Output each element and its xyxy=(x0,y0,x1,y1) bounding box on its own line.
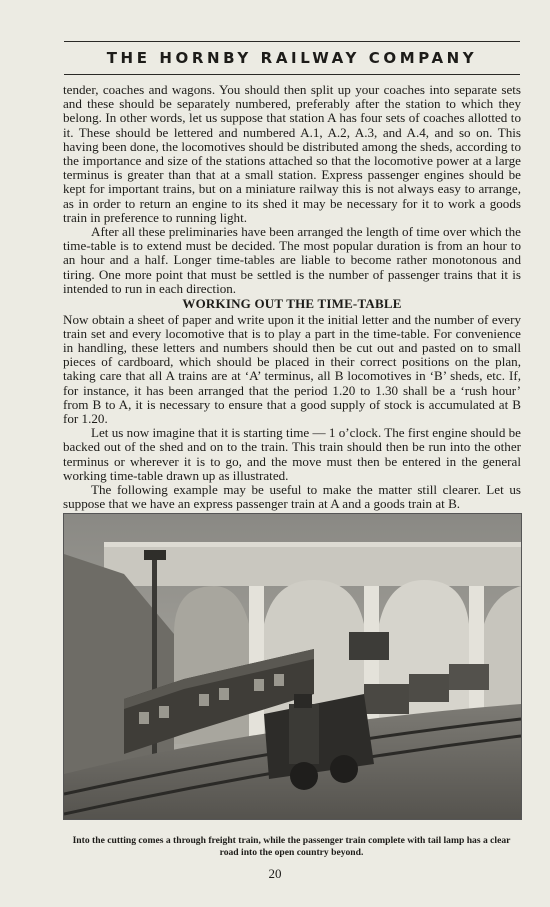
figure-caption: Into the cutting comes a through freight train, while the passenger train complete with tail lamp has a clear road into the open country beyond. xyxy=(72,835,511,858)
paragraph: The following example may be useful to make the matter still clearer. Let us suppose that we have an express passenger train at A and a goods train at B. xyxy=(63,481,521,512)
paragraph: Let us now imagine that it is starting time — 1 o’clock. The first engine should be backed out of the shed and on to the train. This train should then be run into the other terminus or wherever it is to go, and the move must then be entered in the general working time-table drawn up as illustrated. xyxy=(63,425,521,483)
paragraph: tender, coaches and wagons. You should then split up your coaches into separate sets and these should be separately numbered, preferably after the station to which they belong. In other words, let us suppose that station A has four sets of coaches allotted to it. These should be lettered and numbered A.1, A.2, A.3, and A.4, and so on. This having been done, the locomotives should be distributed among the sheds, according to the importance and size of the stations attached so that the locomotive power at a large terminus is greater than that at a small station. Express passenger engines should be kept for important trains, but on a miniature railway this is not always easy to arrange, as in order to return an engine to its shed it may be necessary for it to work a goods train in preference to running light. xyxy=(63,82,521,225)
header-title: THE HORNBY RAILWAY COMPANY xyxy=(106,49,478,67)
paragraph: Now obtain a sheet of paper and write upon it the initial letter and the number of every train set and every locomotive that is to play a part in the time-table. For convenience in handling, these letters and numbers should then be cut out and pasted on to small pieces of cardboard, which should be placed in their correct positions on the plan, taking care that all A trains are at ‘A’ terminus, all B locomotives in ‘B’ sheds, etc. If, for instance, it has been arranged that the period 1.20 to 1.30 shall be a ‘rush hour’ from B to A, it is necessary to ensure that a good supply of stock is accumulated at B for 1.20. xyxy=(63,311,521,426)
running-header xyxy=(64,41,520,75)
page-number: 20 xyxy=(268,866,282,881)
railway-photograph xyxy=(63,513,522,820)
article-body xyxy=(63,83,521,511)
section-heading: WORKING OUT THE TIME-TABLE xyxy=(182,296,402,312)
paragraph: After all these preliminaries have been arranged the length of time over which the time-table is to extend must be decided. The most popular duration is from an hour to an hour and a half. Longer time-tables are liable to become rather monotonous and tiring. One more point that must be settled is the number of passenger trains that it is intended to run in each direction. xyxy=(63,224,521,296)
model-railway-scene-image xyxy=(64,514,521,819)
